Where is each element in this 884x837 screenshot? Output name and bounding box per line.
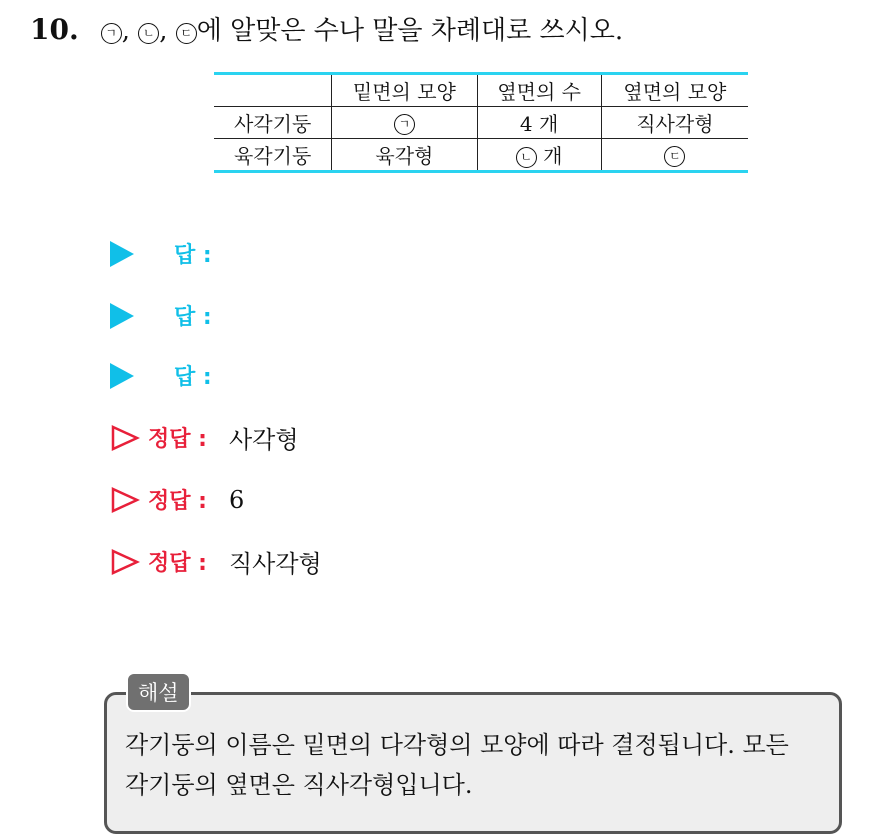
solution-row [110,420,299,455]
solution-label: 정답 : [148,551,207,576]
solution-value: 사각형 [228,426,299,454]
play-arrow-icon [110,363,134,389]
circled-mark-1: ㄱ [101,23,122,44]
table-header-corner [214,74,332,107]
answer-label: 답 : [174,365,212,390]
table-cell-name: 육각기둥 [214,139,332,172]
answer-label: 답 : [174,305,212,330]
question-text: 에 알맞은 수나 말을 차례대로 쓰시오. [196,16,624,46]
solution-row [110,484,244,515]
table-header-base-shape: 밑면의 모양 [332,74,477,107]
table-cell-shape [601,139,748,172]
answer-row [110,300,212,331]
explanation-tag: 해설 [126,672,191,712]
unit-label: 개 [543,144,563,168]
table-cell-base: 육각형 [332,139,477,172]
table-row [214,107,748,139]
table-cell-count [477,139,601,172]
solution-value: 직사각형 [228,550,322,578]
question-number: 10. [30,13,79,46]
question-header: 10. ㄱ , ㄴ , ㄷ 에 알맞은 수나 말을 차례대로 쓰시오. [30,13,624,46]
explanation-line: 각기둥의 옆면은 직사각형입니다. [125,771,473,799]
answer-row [110,238,212,269]
table-row [214,139,748,172]
circled-mark: ㄱ [394,114,415,135]
explanation-text [125,725,825,805]
table-cell-count: 4 개 [477,107,601,139]
table-header-side-count: 옆면의 수 [477,74,601,107]
table-header-row [214,74,748,107]
circled-mark-3: ㄷ [176,23,197,44]
circled-mark: ㄷ [664,146,685,167]
outline-triangle-icon [110,486,140,514]
explanation-line: 각기둥의 이름은 밑면의 다각형의 모양에 따라 결정됩니다. 모든 [125,731,789,759]
solution-label: 정답 : [148,489,207,514]
circled-mark-2: ㄴ [138,23,159,44]
prism-table [214,72,748,173]
circled-mark: ㄴ [516,147,537,168]
explanation-box [104,692,842,834]
table-header-side-shape: 옆면의 모양 [601,74,748,107]
table-cell-shape: 직사각형 [601,107,748,139]
outline-triangle-icon [110,424,140,452]
answer-label: 답 : [174,243,212,268]
answer-row [110,360,212,391]
table-cell-base [332,107,477,139]
play-arrow-icon [110,241,134,267]
solution-value: 6 [228,485,245,514]
play-arrow-icon [110,303,134,329]
solution-label: 정답 : [148,427,207,452]
outline-triangle-icon [110,548,140,576]
table-cell-name: 사각기둥 [214,107,332,139]
solution-row [110,544,322,579]
